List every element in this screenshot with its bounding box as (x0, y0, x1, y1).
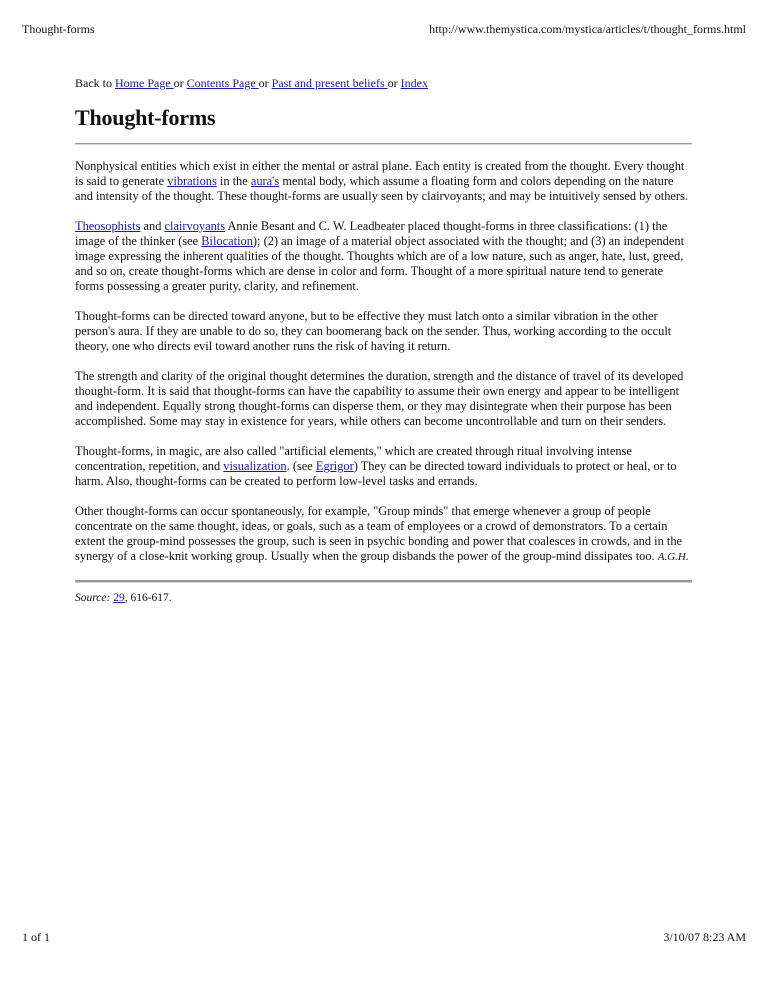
paragraph-text: Thought-forms, in magic, are also called "artificial elements," which are created through ritual involving intense concentration, repetition, and (75, 444, 632, 473)
breadcrumb-nav (75, 76, 692, 91)
paragraph-4: The strength and clarity of the original thought determines the duration, strength and the distance of travel of its developed thought-form. It is said that thought-forms can have the capability to assume their own energy and appear to be intelligent and independent. Equally strong thought-forms can disperse them, or they may disintegrate when their purpose has been accomplished. Some may stay in existence for years, while others can become uncontrollable and turn on their senders. (75, 369, 684, 428)
nav-separator: or (387, 76, 401, 90)
clairvoyants-link[interactable]: clairvoyants (164, 219, 226, 233)
article (75, 76, 692, 606)
paragraph-text: in the (216, 174, 251, 188)
auras-link[interactable]: aura's (250, 174, 280, 188)
paragraph-3: Thought-forms can be directed toward anyone, but to be effective they must latch onto a similar vibration in the other person's aura. If they are unable to do so, they can boomerang back on the sender. Thus, working according to the occult theory, one who directs evil toward another runs the risk of having it return. (75, 309, 672, 353)
paragraph-5 (75, 444, 692, 489)
paragraph-6 (75, 504, 692, 565)
paragraph-text: Other thought-forms can occur spontaneously, for example, "Group minds" that emerge whenever a group of people concentrate on the same thought, ideas, or goals, such as a team of employees or a crowd of demonstrators. To a certain extent the group-mind possesses the group, such is seen in psychic bonding and power that coalesces in crowds, and in the synergy of a close-knit working group. Usually when the group disbands the power of the group-mind dissipates too. (75, 504, 683, 563)
article-body (75, 159, 692, 565)
egrigor-link[interactable]: Egrigor (315, 459, 354, 473)
source-reference-link[interactable]: 29 (113, 592, 125, 604)
visualization-link[interactable]: visualization (223, 459, 287, 473)
home-page-link[interactable]: Home Page (115, 76, 174, 90)
paragraph-text: Nonphysical entities which exist in either the mental or astral plane. Each entity is created from the thought. Every thought is said to generate (75, 159, 685, 188)
paragraph-text: and (140, 219, 165, 233)
nav-separator: or (258, 76, 272, 90)
print-footer-page: 1 of 1 (22, 930, 50, 944)
nav-prefix: Back to (75, 76, 115, 90)
paragraph-text: Annie Besant and C. W. Leadbeater placed thought-forms in three classifications: (1) the image of the thinker (see (75, 219, 668, 248)
theosophists-link[interactable]: Theosophists (75, 219, 141, 233)
paragraph-text: ); (2) an image of a material object associated with the thought; and (3) an independent image expressing the inherent qualities of the thought. Thoughts which are of a low nature, such as anger, hate, lust, greed, and so on, create thought-forms which are dense in color and form. Thought of a more spiritual nature tend to generate forms possessing a greater purity, clarity, and refinement. (75, 234, 685, 293)
page-title: Thought-forms (75, 105, 216, 130)
title-divider (75, 143, 692, 145)
bilocation-link[interactable]: Bilocation (201, 234, 253, 248)
source-pages: , 616-617. (124, 592, 172, 604)
paragraph-2 (75, 219, 692, 294)
paragraph-1 (75, 159, 692, 204)
source-citation (75, 591, 692, 606)
source-divider (75, 580, 692, 583)
vibrations-link[interactable]: vibrations (167, 174, 217, 188)
past-present-beliefs-link[interactable]: Past and present beliefs (271, 76, 388, 90)
source-label: Source: (75, 592, 111, 604)
print-header-title: Thought-forms (22, 22, 95, 36)
paragraph-text: ) They can be directed toward individuals to protect or heal, or to harm. Also, thought-forms can be created to perform low-level tasks and errands. (75, 459, 677, 488)
paragraph-text: . (see (286, 459, 316, 473)
print-footer-datetime: 3/10/07 8:23 AM (663, 930, 746, 944)
paragraph-text: mental body, which assume a floating form and colors depending on the nature and intensity of the thought. These thought-forms are usually seen by clairvoyants; and may be intuitively sensed by others. (75, 174, 688, 203)
index-link[interactable]: Index (400, 76, 428, 90)
print-header-url: http://www.themystica.com/mystica/articles/t/thought_forms.html (429, 22, 746, 36)
nav-separator: or (173, 76, 187, 90)
contents-page-link[interactable]: Contents Page (186, 76, 259, 90)
author-signature: A.G.H. (657, 551, 689, 563)
